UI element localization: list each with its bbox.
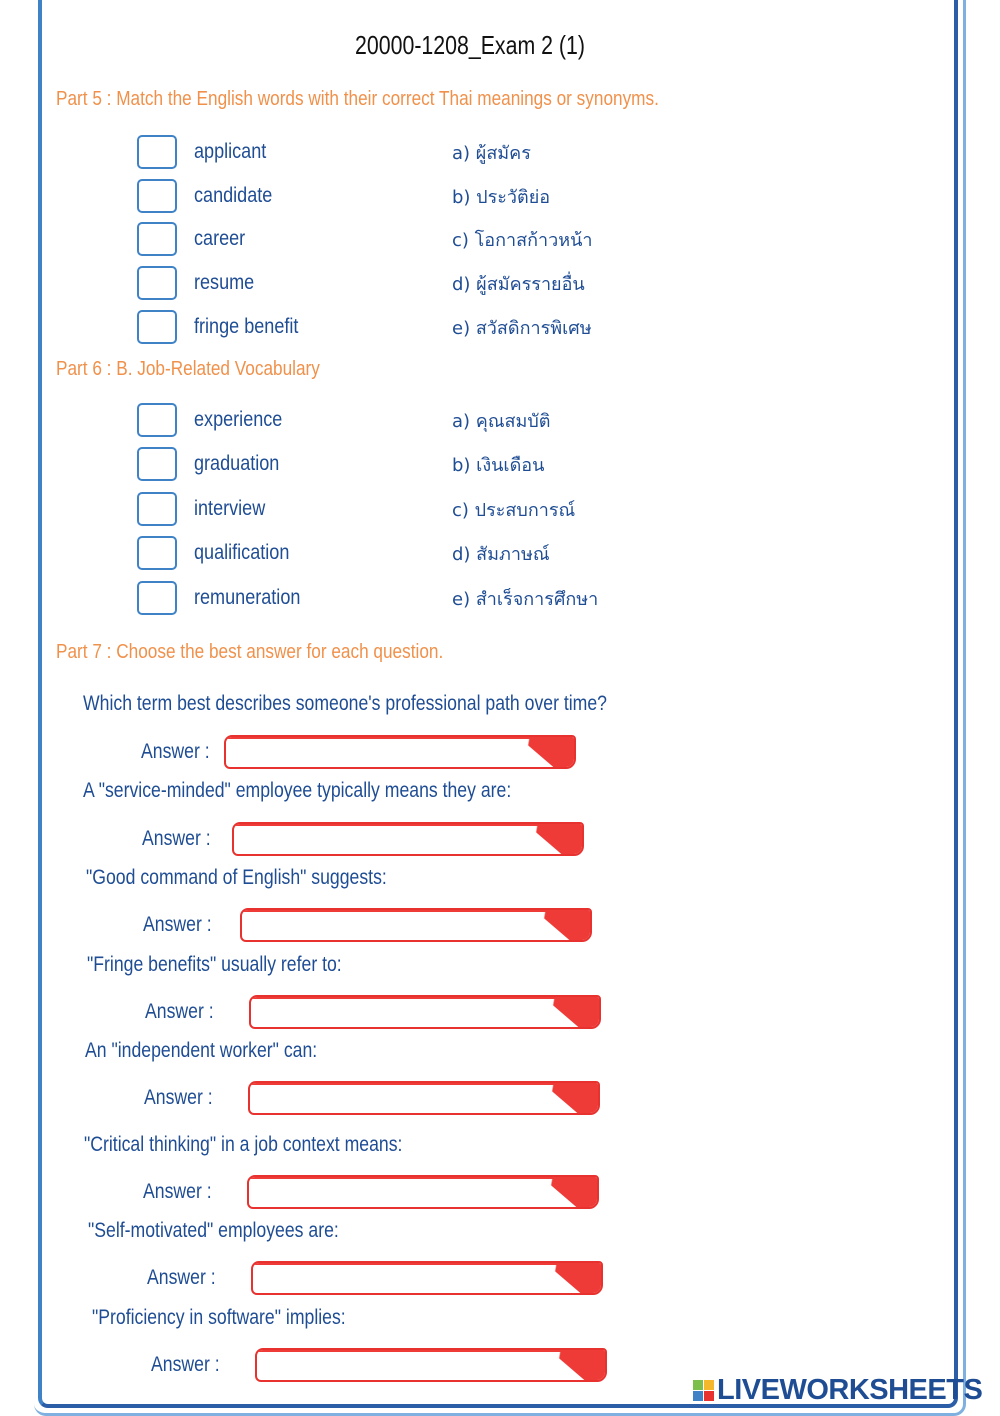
match-meaning: d) ผู้สมัครรายอื่น (452, 274, 585, 295)
match-word: resume (194, 271, 255, 294)
match-meaning: a) คุณสมบัติ (452, 411, 551, 432)
answer-input-1[interactable] (224, 735, 576, 769)
match-meaning: c) โอกาสก้าวหน้า (452, 230, 593, 251)
match-drop-box[interactable] (137, 581, 177, 615)
part5-heading: Part 5 : Match the English words with their correct Thai meanings or synonyms. (56, 88, 659, 110)
answer-input-2[interactable] (232, 822, 584, 856)
match-drop-box[interactable] (137, 447, 177, 481)
match-word: candidate (194, 184, 273, 207)
match-meaning: e) สำเร็จการศึกษา (452, 589, 599, 610)
part5-row-4 (137, 266, 737, 306)
match-word: career (194, 227, 246, 250)
match-word: experience (194, 408, 283, 431)
match-drop-box[interactable] (137, 266, 177, 300)
question-3: "Good command of English" suggests: (86, 866, 387, 889)
match-drop-box[interactable] (137, 536, 177, 570)
match-word: qualification (194, 541, 290, 564)
answer-label: Answer : (151, 1353, 220, 1376)
part6-row-5 (137, 581, 737, 621)
match-word: fringe benefit (194, 315, 299, 338)
match-word: graduation (194, 452, 280, 475)
question-1: Which term best describes someone's professional path over time? (83, 692, 607, 715)
match-meaning: c) ประสบการณ์ (452, 500, 576, 521)
part5-row-1 (137, 135, 737, 175)
question-4: "Fringe benefits" usually refer to: (87, 953, 342, 976)
match-drop-box[interactable] (137, 222, 177, 256)
match-drop-box[interactable] (137, 403, 177, 437)
part5-row-5 (137, 310, 737, 350)
match-drop-box[interactable] (137, 135, 177, 169)
brand-name: LIVEWORKSHEETS (717, 1374, 983, 1406)
answer-label: Answer : (143, 1180, 212, 1203)
answer-label: Answer : (147, 1266, 216, 1289)
part6-row-4 (137, 536, 737, 576)
answer-label: Answer : (142, 827, 211, 850)
worksheet-title: 20000-1208_Exam 2 (1) (355, 30, 585, 60)
question-5: An "independent worker" can: (85, 1039, 318, 1062)
part5-row-3 (137, 222, 737, 262)
question-8: "Proficiency in software" implies: (92, 1306, 346, 1329)
part6-row-1 (137, 403, 737, 443)
match-drop-box[interactable] (137, 179, 177, 213)
part6-row-2 (137, 447, 737, 487)
match-meaning: a) ผู้สมัคร (452, 143, 531, 164)
answer-input-6[interactable] (247, 1175, 599, 1209)
answer-label: Answer : (143, 913, 212, 936)
answer-input-4[interactable] (249, 995, 601, 1029)
match-drop-box[interactable] (137, 310, 177, 344)
match-word: interview (194, 497, 266, 520)
question-7: "Self-motivated" employees are: (88, 1219, 339, 1242)
part6-heading: Part 6 : B. Job-Related Vocabulary (56, 358, 320, 380)
part5-row-2 (137, 179, 737, 219)
answer-input-8[interactable] (255, 1348, 607, 1382)
part6-row-3 (137, 492, 737, 532)
match-word: applicant (194, 140, 267, 163)
answer-label: Answer : (144, 1086, 213, 1109)
question-2: A "service-minded" employee typically means they are: (83, 779, 512, 802)
liveworksheets-icon (693, 1380, 715, 1402)
answer-label: Answer : (145, 1000, 214, 1023)
answer-label: Answer : (141, 740, 210, 763)
answer-input-3[interactable] (240, 908, 592, 942)
match-meaning: b) ประวัติย่อ (452, 187, 551, 208)
match-meaning: e) สวัสดิการพิเศษ (452, 318, 592, 339)
part7-heading: Part 7 : Choose the best answer for each question. (56, 641, 444, 663)
match-meaning: b) เงินเดือน (452, 455, 545, 476)
match-meaning: d) สัมภาษณ์ (452, 544, 550, 565)
match-drop-box[interactable] (137, 492, 177, 526)
answer-input-5[interactable] (248, 1081, 600, 1115)
answer-input-7[interactable] (251, 1261, 603, 1295)
match-word: remuneration (194, 586, 301, 609)
question-6: "Critical thinking" in a job context means: (84, 1133, 403, 1156)
